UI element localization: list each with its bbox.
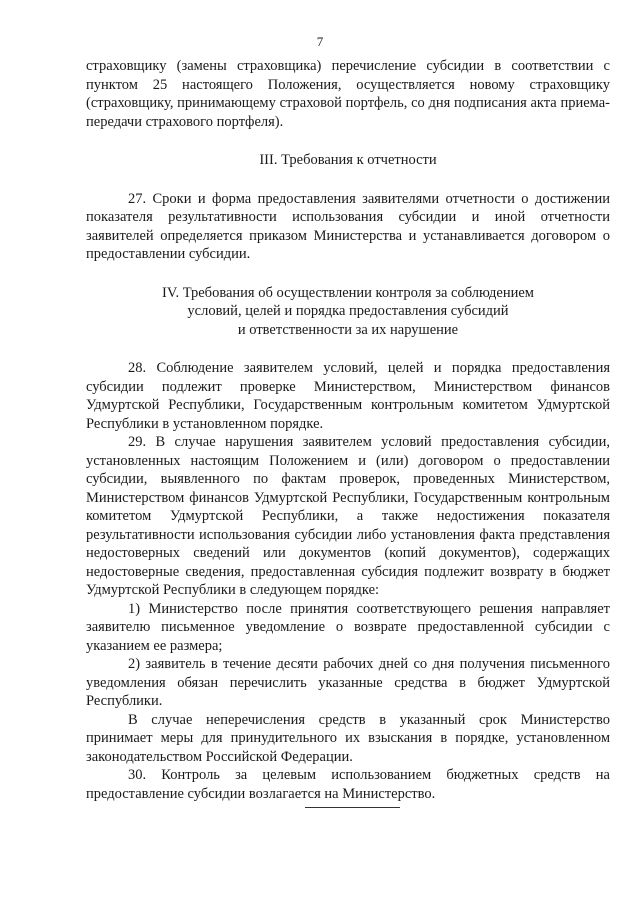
paragraph-27: 27. Сроки и форма предоставления заявителями отчетности о достижении показателя результативности использования субсидии и иной отчетности заявителей определяется приказом Министерства и устанавливается договором о предоставлении субсидии. bbox=[86, 190, 610, 262]
section-heading-4-line-3: и ответственности за их нарушение bbox=[237, 321, 459, 338]
paragraph-intro: страховщику (замены страховщика) перечисление субсидии в соответствии с пунктом 25 настоящего Положения, осуществляется новому страховщику (страховщику, принимающему страховой портфель, со дня подписания акта приема-передачи страхового портфеля). bbox=[86, 58, 610, 130]
paragraph-29-item-1: 1) Министерство после принятия соответствующего решения направляет заявителю письменное уведомление о возврате предоставленной субсидии с указанием ее размера; bbox=[86, 600, 610, 654]
section-heading-4-line-2: условий, целей и порядка предоставления субсидий bbox=[187, 303, 509, 319]
section-heading-3: III. Требования к отчетности bbox=[259, 152, 437, 168]
paragraph-30: 30. Контроль за целевым использованием бюджетных средств на предоставление субсидии возлагается на Министерство. bbox=[86, 767, 610, 802]
paragraph-29-tail: В случае неперечисления средств в указанный срок Министерство принимает меры для принудительного их взыскания в порядке, установленном законодательством Российской Федерации. bbox=[86, 711, 610, 765]
paragraph-29: 29. В случае нарушения заявителем условий предоставления субсидии, установленных настоящим Положением и (или) договором о предоставлении субсидии, выявленного по фактам проверок, проведенных Министерством, Министерством финансов Удмуртской Республики, Государственным контрольным комитетом Удмуртской Республики, а также недостижения показателя результативности использования субсидии либо установления факта представления недостоверных сведений или документов (копий документов), содержащих недостоверные сведения, предоставленная субсидия подлежит возврату в бюджет Удмуртской Республики в следующем порядке: bbox=[86, 434, 610, 598]
spacer bbox=[86, 264, 610, 284]
spacer bbox=[86, 170, 610, 190]
section-heading-4-line-1: IV. Требования об осуществлении контроля за соблюдением bbox=[162, 284, 534, 301]
spacer bbox=[86, 131, 610, 151]
spacer bbox=[86, 339, 610, 359]
page-number: 7 bbox=[316, 34, 324, 49]
paragraph-28: 28. Соблюдение заявителем условий, целей и порядка предоставления субсидии подлежит проверке Министерством, Министерством финансов Удмуртской Республики, Государственным контрольным комитетом Удмуртской Республики в установленном порядке. bbox=[86, 360, 610, 432]
document-body bbox=[86, 57, 610, 803]
end-of-document-rule bbox=[305, 807, 400, 808]
paragraph-29-item-2: 2) заявитель в течение десяти рабочих дней со дня получения письменного уведомления обязан перечислить указанные средства в бюджет Удмуртской Республики. bbox=[86, 656, 610, 709]
